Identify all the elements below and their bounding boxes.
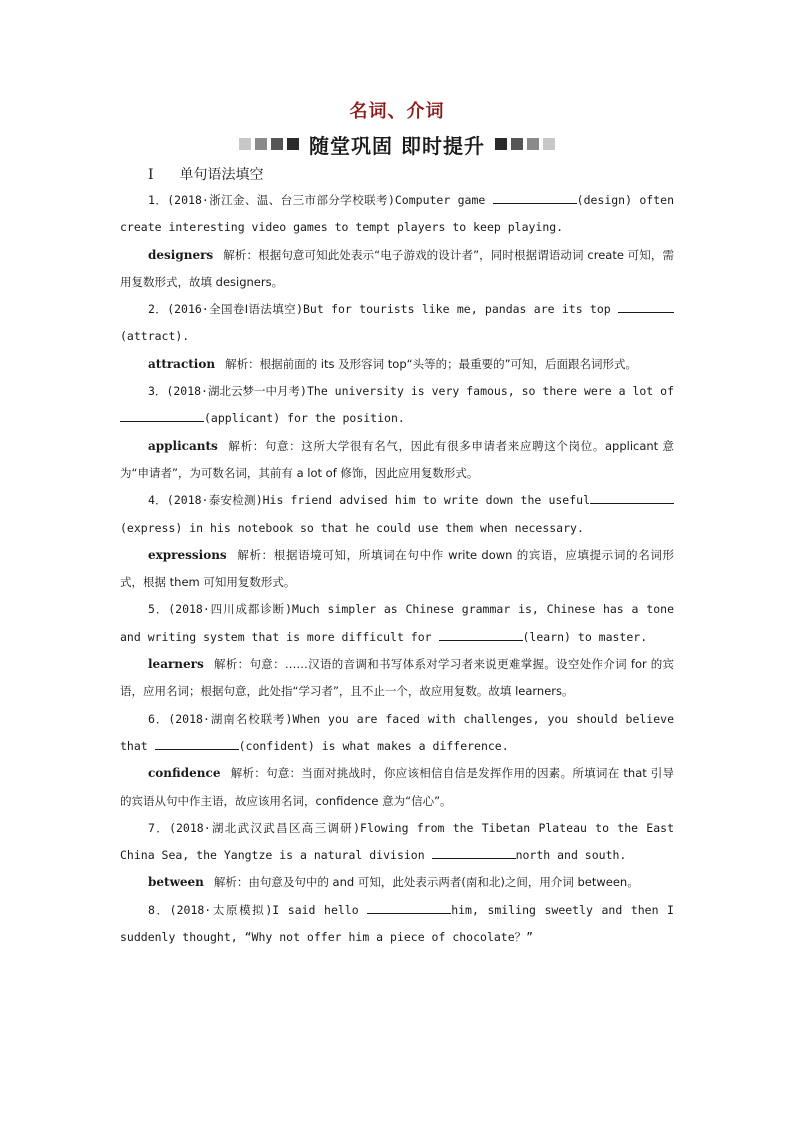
hint-word: (learn) <box>522 629 571 644</box>
question-text: 8．(2018·太原模拟)I said hello <box>148 902 368 917</box>
hint-word: (applicant) <box>204 411 281 426</box>
analysis-7 <box>120 869 674 896</box>
question-text: for the position. <box>280 411 405 426</box>
analysis-text: 解析：由句意及句中的 and 可知，此处表示两者(南和北)之间，用介词 between。 <box>213 875 639 890</box>
section-label: 单句语法填空 <box>179 167 264 183</box>
hint-word: (confident) <box>238 738 315 753</box>
answer-blank <box>155 738 239 750</box>
analysis-text: 解析：根据语境可知，所填词在句中作 write down 的宾语，应填提示词的名词形式，根据 them 可知用复数形式。 <box>120 547 674 590</box>
exercise-list <box>120 187 674 951</box>
answer-blank <box>618 301 674 313</box>
decor-square <box>271 138 283 150</box>
question-text: 6．(2018·湖南名校联考)When you are faced with challenges, you should believe that <box>120 711 674 753</box>
hint-word: (attract). <box>120 329 190 344</box>
question-7 <box>120 815 674 870</box>
answer-blank <box>432 847 516 859</box>
decor-square <box>495 138 507 150</box>
answer-blank <box>120 410 204 422</box>
page-title: 名词、介词 <box>349 101 445 122</box>
decor-square <box>239 138 251 150</box>
answer-word: designers <box>148 247 214 262</box>
question-4 <box>120 487 674 542</box>
answer-blank <box>439 629 523 641</box>
decor-square <box>511 138 523 150</box>
answer-blank <box>493 192 577 204</box>
analysis-4 <box>120 542 674 597</box>
analysis-2 <box>120 351 674 378</box>
hint-word: (express) <box>120 520 183 535</box>
analysis-5 <box>120 651 674 706</box>
question-text: 5．(2018·四川成都诊断)Much simpler as Chinese grammar is, Chinese has a tone and writing system that is more difficult for <box>120 602 674 644</box>
analysis-text: 解析：句意：这所大学很有名气，因此有很多申请者来应聘这个岗位。applicant 意为“申请者”，为可数名词，其前有 a lot of 修饰，因此应用复数形式。 <box>120 438 674 480</box>
question-6 <box>120 706 674 761</box>
question-1 <box>120 187 674 242</box>
question-text: 1．(2018·浙江金、温、台三市部分学校联考)Computer game <box>148 193 493 207</box>
section-heading <box>148 164 264 184</box>
question-5 <box>120 596 674 651</box>
answer-word: applicants <box>148 438 218 453</box>
analysis-1 <box>120 242 674 297</box>
question-text: is what makes a difference. <box>314 738 509 753</box>
decor-square <box>255 138 267 150</box>
answer-word: between <box>148 875 204 890</box>
section-number: Ⅰ <box>148 167 154 183</box>
question-text: him, smiling sweetly and then I suddenly thought, “Why not offer him a piece of chocolate？” <box>120 902 674 945</box>
banner-text: 随堂巩固 即时提升 <box>309 133 485 158</box>
question-text: 4．(2018·泰安检测)His friend advised him to write down the useful <box>148 493 590 508</box>
analysis-text: 解析：根据句意可知此处表示“电子游戏的设计者”，同时根据谓语动词 create 可知，需用复数形式，故填 designers。 <box>120 247 674 289</box>
decor-square <box>287 138 299 150</box>
hint-word: (design) <box>576 193 633 207</box>
answer-word: confidence <box>148 766 221 781</box>
question-text: 2．(2016·全国卷Ⅰ语法填空)But for tourists like me, pandas are its top <box>148 302 618 317</box>
analysis-text: 解析：句意：……汉语的音调和书写体系对学习者来说更难掌握。设空处作介词 for 的宾语，应用名词；根据句意，此处指“学习者”，且不止一个，故应用复数。故填 learners。 <box>120 657 674 699</box>
question-text: 3．(2018·湖北云梦一中月考)The university is very famous, so there were a lot of <box>148 384 674 399</box>
analysis-3 <box>120 433 674 488</box>
decor-square <box>543 138 555 150</box>
question-8 <box>120 897 674 952</box>
question-2 <box>120 296 674 351</box>
answer-word: expressions <box>148 547 227 562</box>
analysis-6 <box>120 760 674 815</box>
answer-blank <box>590 492 674 504</box>
section-banner <box>0 129 794 159</box>
question-text: north and south. <box>515 848 627 863</box>
answer-blank <box>367 902 451 914</box>
decor-square <box>527 138 539 150</box>
analysis-text: 解析：根据前面的 its 及形容词 top“头等的；最重要的”可知，后面跟名词形式。 <box>225 356 638 371</box>
question-text: often create interesting video games to tempt players to keep playing. <box>120 193 674 235</box>
question-text: 7．(2018·湖北武汉武昌区高三调研)Flowing from the Tibetan Plateau to the East China Sea, the Yangtze is a natural division <box>120 820 674 863</box>
answer-word: attraction <box>148 356 216 371</box>
answer-word: learners <box>148 657 204 672</box>
question-text: in his notebook so that he could use them when necessary. <box>182 520 584 535</box>
question-3 <box>120 378 674 433</box>
question-text: to master. <box>570 629 648 644</box>
analysis-text: 解析：句意：当面对挑战时，你应该相信自信是发挥作用的因素。所填词在 that 引导的宾语从句中作主语，故应该用名词，confidence 意为“信心”。 <box>120 766 674 808</box>
